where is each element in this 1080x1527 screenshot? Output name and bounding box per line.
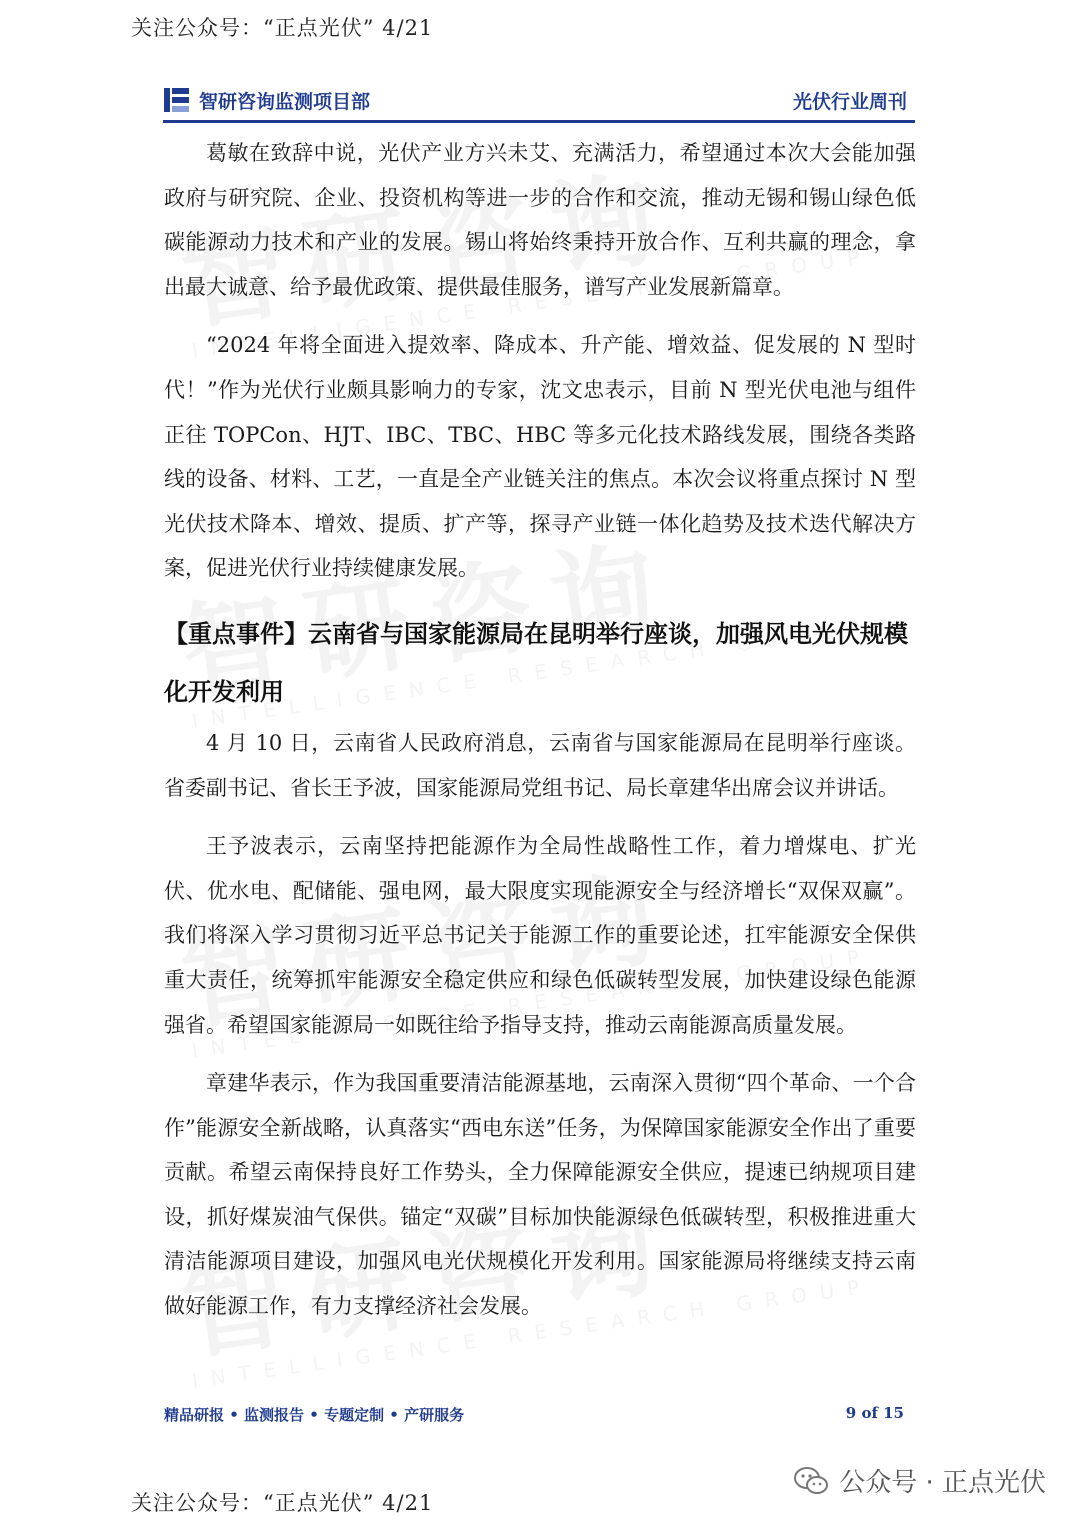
top-page-note: 关注公众号：“正点光伏” 4/21 [131,16,434,40]
event-paragraph: 章建华表示，作为我国重要清洁能源基地，云南深入贯彻“四个革命、一个合作”能源安全新战略，认真落实“西电东送”任务，为保障国家能源安全作出了重要贡献。希望云南保持良好工作势头，全力保障能源安全供应，提速已纳规项目建设，抓好煤炭油气保供。锚定“双碳”目标加快能源绿色低碳转型，积极推进重大清洁能源项目建设，加强风电光伏规模化开发利用。国家能源局将继续支持云南做好能源工作，有力支撑经济社会发展。 [164,1071,916,1319]
event-paragraph: 4 月 10 日，云南省人民政府消息，云南省与国家能源局在昆明举行座谈。省委副书记、省长王予波，国家能源局党组书记、局长章建华出席会议并讲话。 [164,730,916,800]
article-body [164,131,916,1343]
wechat-icon [793,1466,829,1496]
organization-name: 智研咨询监测项目部 [199,91,371,113]
event-paragraph: 王予波表示，云南坚持把能源作为全局性战略性工作，着力增煤电、扩光伏、优水电、配储能、强电网，最大限度实现能源安全与经济增长“双保双赢”。我们将深入学习贯彻习近平总书记关于能源工作的重要论述，扛牢能源安全保供重大责任，统筹抓牢能源安全稳定供应和绿色低碳转型发展，加快建设绿色能源强省。希望国家能源局一如既往给予指导支持，推动云南能源高质量发展。 [164,834,916,1037]
report-footer [164,1404,904,1425]
report-header [163,84,915,123]
company-logo-icon [163,86,191,114]
footer-services: 精品研报 • 监测报告 • 专题定制 • 产研服务 [164,1406,465,1424]
wechat-account: 公众号 · 正点光伏 [839,1468,1046,1498]
wechat-badge [793,1462,1046,1499]
body-paragraph: 葛敏在致辞中说，光伏产业方兴未艾、充满活力，希望通过本次大会能加强政府与研究院、企业、投资机构等进一步的合作和交流，推动无锡和锡山绿色低碳能源动力技术和产业的发展。锡山将始终秉持开放合作、互利共赢的理念，拿出最大诚意、给予最优政策、提供最佳服务，谱写产业发展新篇章。 [164,141,916,299]
page-number: 9 of 15 [845,1404,904,1422]
body-paragraph: “2024 年将全面进入提效率、降成本、升产能、增效益、促发展的 N 型时代！”作为光伏行业颇具影响力的专家，沈文忠表示，目前 N 型光伏电池与组件正往 TOPCon、HJT、IBC、TBC、HBC 等多元化技术路线发展，围绕各类路线的设备、材料、工艺，一直是全产业链关注的焦点。本次会议将重点探讨 N 型光伏技术降本、增效、提质、扩产等，探寻产业链一体化趋势及技术迭代解决方案，促进光伏行业持续健康发展。 [164,333,916,581]
bottom-page-note: 关注公众号：“正点光伏” 4/21 [131,1491,434,1515]
event-heading: 【重点事件】云南省与国家能源局在昆明举行座谈，加强风电光伏规模化开发利用 [164,619,908,706]
publication-title: 光伏行业周刊 [792,91,907,113]
